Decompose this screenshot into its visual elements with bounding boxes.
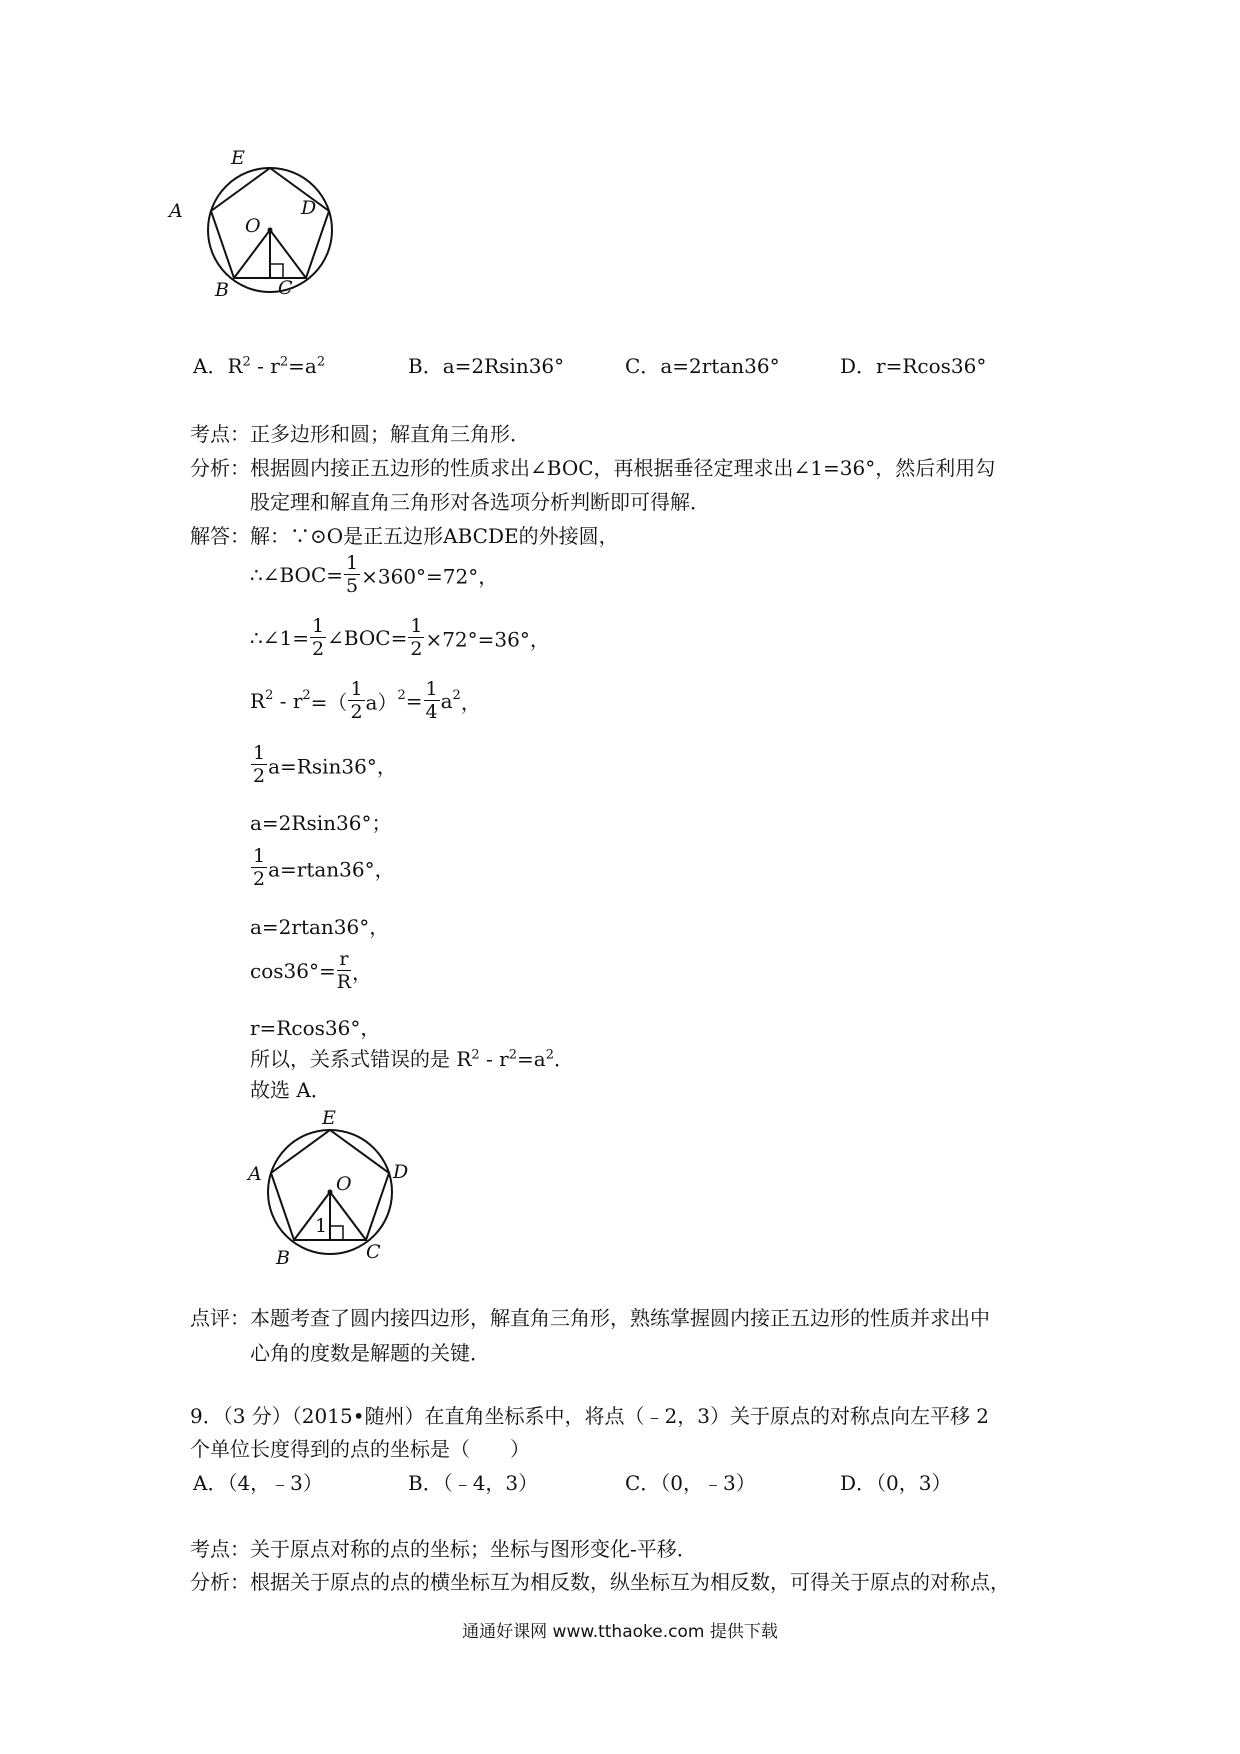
option-d: D．r=Rcos36° — [840, 354, 987, 378]
q9-fenxi-label: 分析： — [190, 1570, 250, 1594]
kaodian-text: 正多边形和圆；解直角三角形． — [250, 422, 530, 446]
label-o: O — [336, 1173, 352, 1195]
label-o: O — [245, 215, 261, 237]
q9-kaodian-row — [190, 1533, 697, 1562]
solution-step-11: 故选 A． — [250, 1078, 331, 1102]
radius-oc — [330, 1192, 366, 1240]
solution-step-1: ∴∠BOC= $\frac{1}{5}$ ×360°=72°， — [250, 552, 499, 597]
center-dot — [328, 1190, 333, 1195]
solution-step-6: $\frac{1}{2}$ a=rtan36°， — [253, 845, 395, 890]
option-b: B．a=2Rsin36° — [408, 354, 565, 378]
label-b: B — [215, 279, 229, 301]
q9-stem-line-2: 个单位长度得到的点的坐标是（ ） — [190, 1437, 530, 1461]
q9-option-a: A．（4，﹣3） — [193, 1471, 323, 1495]
solution-step-4: $\frac{1}{2}$ a=Rsin36°， — [253, 742, 397, 787]
dianping-line-2: 心角的度数是解题的关键． — [250, 1341, 490, 1365]
q9-option-b: B．（﹣4，3） — [408, 1471, 539, 1495]
solution-step-7: a=2rtan36°， — [250, 915, 390, 939]
jieda-label: 解答： — [190, 524, 250, 548]
label-c: C — [278, 277, 293, 299]
q9-kaodian-label: 考点： — [190, 1537, 250, 1561]
kaodian-row — [190, 418, 530, 447]
fenxi-label: 分析： — [190, 456, 250, 480]
q9-option-d: D．（0，3） — [840, 1471, 952, 1495]
q9-stem-line-1: 9．（3 分）（2015•随州）在直角坐标系中，将点（﹣2，3）关于原点的对称点向左平移 2 — [190, 1404, 990, 1428]
option-a: A．$R^2 - r^2=a^2$ — [193, 354, 326, 378]
solution-step-8: cos36°= $\frac{r}{R}$ ， — [250, 948, 373, 993]
label-e: E — [231, 147, 245, 169]
page-footer: 通通好课网 www.tthaoke.com 提供下载 — [462, 1622, 778, 1642]
jieda-row — [190, 520, 619, 549]
solution-step-9: r=Rcos36°， — [250, 1016, 381, 1040]
center-dot — [268, 228, 273, 233]
label-a: A — [248, 1163, 262, 1185]
solution-step-10: 所以，关系式错误的是 $R^2 - r^2=a^2$． — [250, 1047, 574, 1071]
dianping-row — [190, 1302, 990, 1331]
solution-step-2: ∴∠1= $\frac{1}{2}$ ∠BOC= $\frac{1}{2}$ ×72°=36°， — [250, 615, 550, 660]
q9-fenxi-row — [190, 1566, 1010, 1595]
solution-step-5: a=2Rsin36°； — [250, 811, 392, 835]
fenxi-line-1: 根据圆内接正五边形的性质求出∠BOC，再根据垂径定理求出∠1=36°，然后利用勾 — [250, 456, 996, 480]
label-c: C — [366, 1241, 381, 1263]
label-e: E — [322, 1107, 336, 1129]
option-c: C．a=2rtan36° — [625, 354, 780, 378]
label-angle-1: 1 — [315, 1215, 328, 1237]
q9-kaodian-text: 关于原点对称的点的坐标；坐标与图形变化-平移． — [250, 1537, 697, 1561]
right-angle-mark — [330, 1226, 343, 1240]
kaodian-label: 考点： — [190, 422, 250, 446]
q9-option-c: C．（0，﹣3） — [625, 1471, 756, 1495]
solution-step-3: $R^2 - r^2=$（ $\frac{1}{2}$ a）$^2$= $\frac{1}{4}$ $a^2$， — [250, 678, 481, 723]
dianping-label: 点评： — [190, 1306, 250, 1330]
radius-ob — [234, 230, 270, 278]
right-angle-mark — [270, 264, 283, 278]
label-d: D — [301, 197, 317, 219]
label-d: D — [393, 1161, 409, 1183]
label-b: B — [276, 1247, 290, 1269]
dianping-line-1: 本题考查了圆内接四边形，解直角三角形，熟练掌握圆内接正五边形的性质并求出中 — [250, 1306, 990, 1330]
fenxi-line-2: 股定理和解直角三角形对各选项分析判断即可得解． — [250, 490, 710, 514]
radius-oc — [270, 230, 306, 278]
pentagon-figure-2 — [243, 1107, 423, 1272]
fenxi-row — [190, 452, 995, 481]
label-a: A — [169, 200, 183, 222]
fraction-1-5: $\frac{1}{5}$ — [346, 552, 359, 597]
jieda-line-1: 解：∵⊙O是正五边形ABCDE的外接圆， — [250, 524, 619, 548]
pentagon-figure-1 — [169, 147, 363, 310]
q9-fenxi-line-1: 根据关于原点的点的横坐标互为相反数，纵坐标互为相反数，可得关于原点的对称点， — [250, 1570, 1010, 1594]
